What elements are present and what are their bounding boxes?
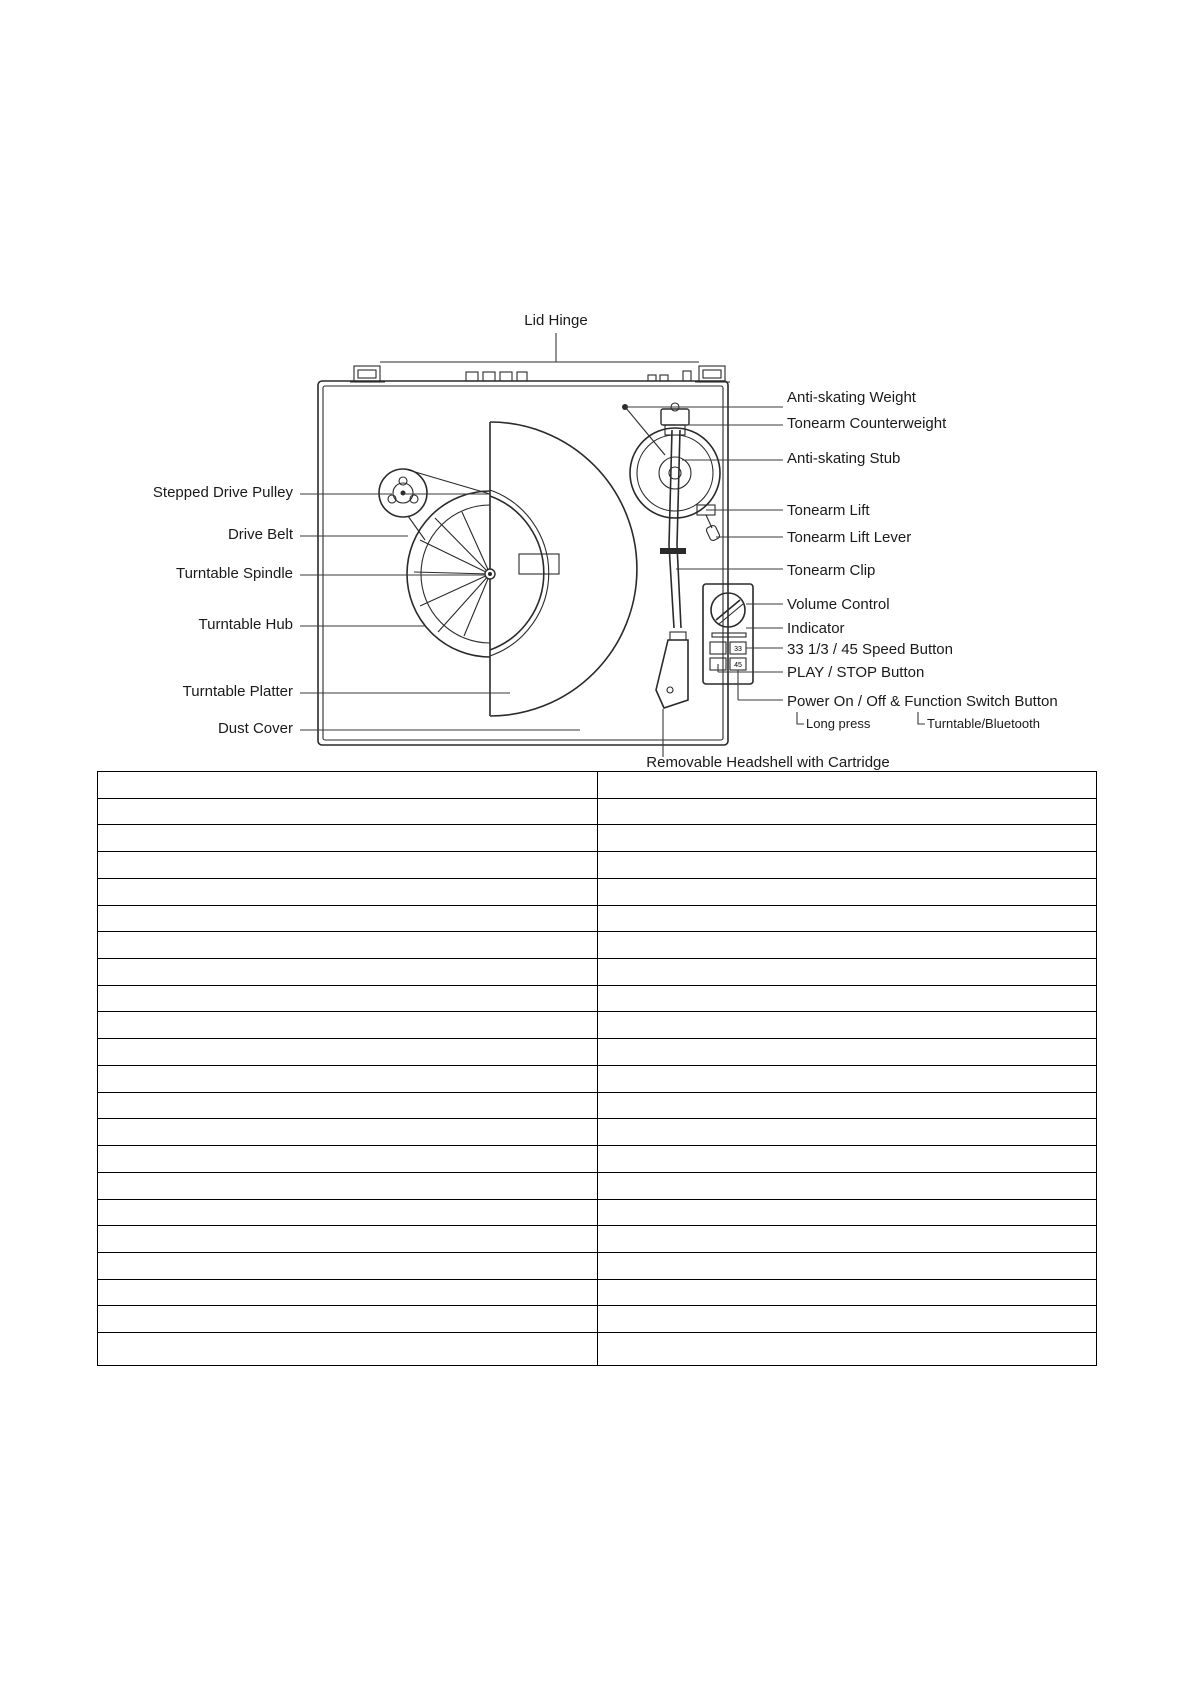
table-cell-left [98, 798, 598, 825]
table-row [98, 1172, 1097, 1199]
label-drive-belt: Drive Belt [227, 526, 293, 543]
table-cell-right [597, 825, 1097, 852]
table-row [98, 798, 1097, 825]
speed-45-text: 45 [734, 662, 742, 669]
table-cell-right [597, 1199, 1097, 1226]
label-play-stop-button: PLAY / STOP Button [787, 664, 925, 681]
table-cell-left [98, 1039, 598, 1066]
table-row [98, 825, 1097, 852]
table-cell-left [98, 905, 598, 932]
label-headshell: Removable Headshell with Cartridge [646, 754, 890, 770]
turntable-hub [407, 491, 490, 657]
label-long-press: Long press [806, 716, 871, 731]
label-indicator: Indicator [787, 620, 845, 637]
table-cell-left [98, 1306, 598, 1333]
table-cell-left [98, 959, 598, 986]
dust-cover [490, 422, 637, 716]
table-cell-left [98, 852, 598, 879]
table-cell-right [597, 1306, 1097, 1333]
label-power-button: Power On / Off & Function Switch Button [787, 693, 1058, 710]
table-cell-right [597, 905, 1097, 932]
table-cell-left [98, 1226, 598, 1253]
table-cell-left [98, 1252, 598, 1279]
table-cell-right [597, 1252, 1097, 1279]
label-tonearm-lift: Tonearm Lift [787, 502, 870, 519]
table-row [98, 1012, 1097, 1039]
label-speed-button: 33 1/3 / 45 Speed Button [787, 641, 953, 658]
label-tonearm-counterweight: Tonearm Counterweight [787, 415, 947, 432]
label-anti-skating-weight: Anti-skating Weight [787, 389, 916, 406]
table-row [98, 985, 1097, 1012]
table-row [98, 932, 1097, 959]
leader-lines-left [300, 494, 580, 730]
table-row [98, 772, 1097, 799]
table-cell-left [98, 1333, 598, 1366]
table-row [98, 1092, 1097, 1119]
table-cell-right [597, 1012, 1097, 1039]
lid-hinges [350, 362, 730, 382]
turntable-spindle [485, 569, 495, 579]
table-cell-right [597, 959, 1097, 986]
table-row [98, 1146, 1097, 1173]
table-cell-right [597, 1065, 1097, 1092]
table-row [98, 1226, 1097, 1253]
table-cell-right [597, 1092, 1097, 1119]
table-cell-right [597, 878, 1097, 905]
label-turntable-spindle: Turntable Spindle [175, 565, 293, 582]
table-cell-left [98, 1146, 598, 1173]
table-row [98, 905, 1097, 932]
table-row [98, 1252, 1097, 1279]
table-row [98, 1039, 1097, 1066]
table-cell-left [98, 878, 598, 905]
label-volume-control: Volume Control [787, 596, 890, 613]
table-cell-left [98, 1092, 598, 1119]
platter [490, 490, 559, 656]
label-turntable-bluetooth: Turntable/Bluetooth [927, 716, 1040, 731]
tonearm-counterweight [661, 403, 689, 435]
drive-belt [405, 469, 490, 540]
label-tonearm-clip: Tonearm Clip [787, 562, 876, 579]
table-row [98, 1279, 1097, 1306]
table-cell-right [597, 985, 1097, 1012]
table-cell-right [597, 852, 1097, 879]
parts-table [97, 771, 1097, 1366]
table-cell-left [98, 985, 598, 1012]
table-cell-right [597, 1119, 1097, 1146]
drive-pulley [379, 469, 427, 517]
headshell [656, 632, 688, 708]
table-cell-right [597, 1333, 1097, 1366]
table-cell-left [98, 825, 598, 852]
label-tonearm-lift-lever: Tonearm Lift Lever [787, 529, 912, 546]
table-cell-left [98, 1172, 598, 1199]
label-dust-cover: Dust Cover [217, 720, 293, 737]
table-cell-right [597, 1039, 1097, 1066]
turntable-diagram [0, 0, 1191, 770]
table-cell-left [98, 1279, 598, 1306]
label-turntable-platter: Turntable Platter [182, 683, 293, 700]
table-cell-left [98, 1119, 598, 1146]
anti-skating-weight [622, 404, 665, 455]
table-row [98, 959, 1097, 986]
table-cell-left [98, 772, 598, 799]
table-cell-left [98, 1065, 598, 1092]
table-row [98, 1119, 1097, 1146]
table-cell-right [597, 798, 1097, 825]
power-button[interactable] [730, 658, 746, 670]
rear-connectors [466, 371, 691, 381]
table-row [98, 878, 1097, 905]
table-row [98, 852, 1097, 879]
label-turntable-hub: Turntable Hub [198, 616, 293, 633]
table-cell-right [597, 1279, 1097, 1306]
table-cell-left [98, 1199, 598, 1226]
table-cell-left [98, 1012, 598, 1039]
label-lid-hinge: Lid Hinge [524, 312, 588, 329]
table-cell-right [597, 772, 1097, 799]
table-row [98, 1065, 1097, 1092]
label-anti-skating-stub: Anti-skating Stub [787, 450, 901, 467]
table-row [98, 1333, 1097, 1366]
table-cell-right [597, 1226, 1097, 1253]
label-stepped-drive-pulley: Stepped Drive Pulley [152, 484, 293, 501]
table-row [98, 1199, 1097, 1226]
speed-button-33[interactable] [710, 642, 726, 654]
table-cell-right [597, 932, 1097, 959]
speed-button-45[interactable] [730, 642, 746, 654]
speed-33-text: 33 [734, 646, 742, 653]
table-cell-right [597, 1172, 1097, 1199]
table-row [98, 1306, 1097, 1333]
table-cell-left [98, 932, 598, 959]
table-cell-right [597, 1146, 1097, 1173]
